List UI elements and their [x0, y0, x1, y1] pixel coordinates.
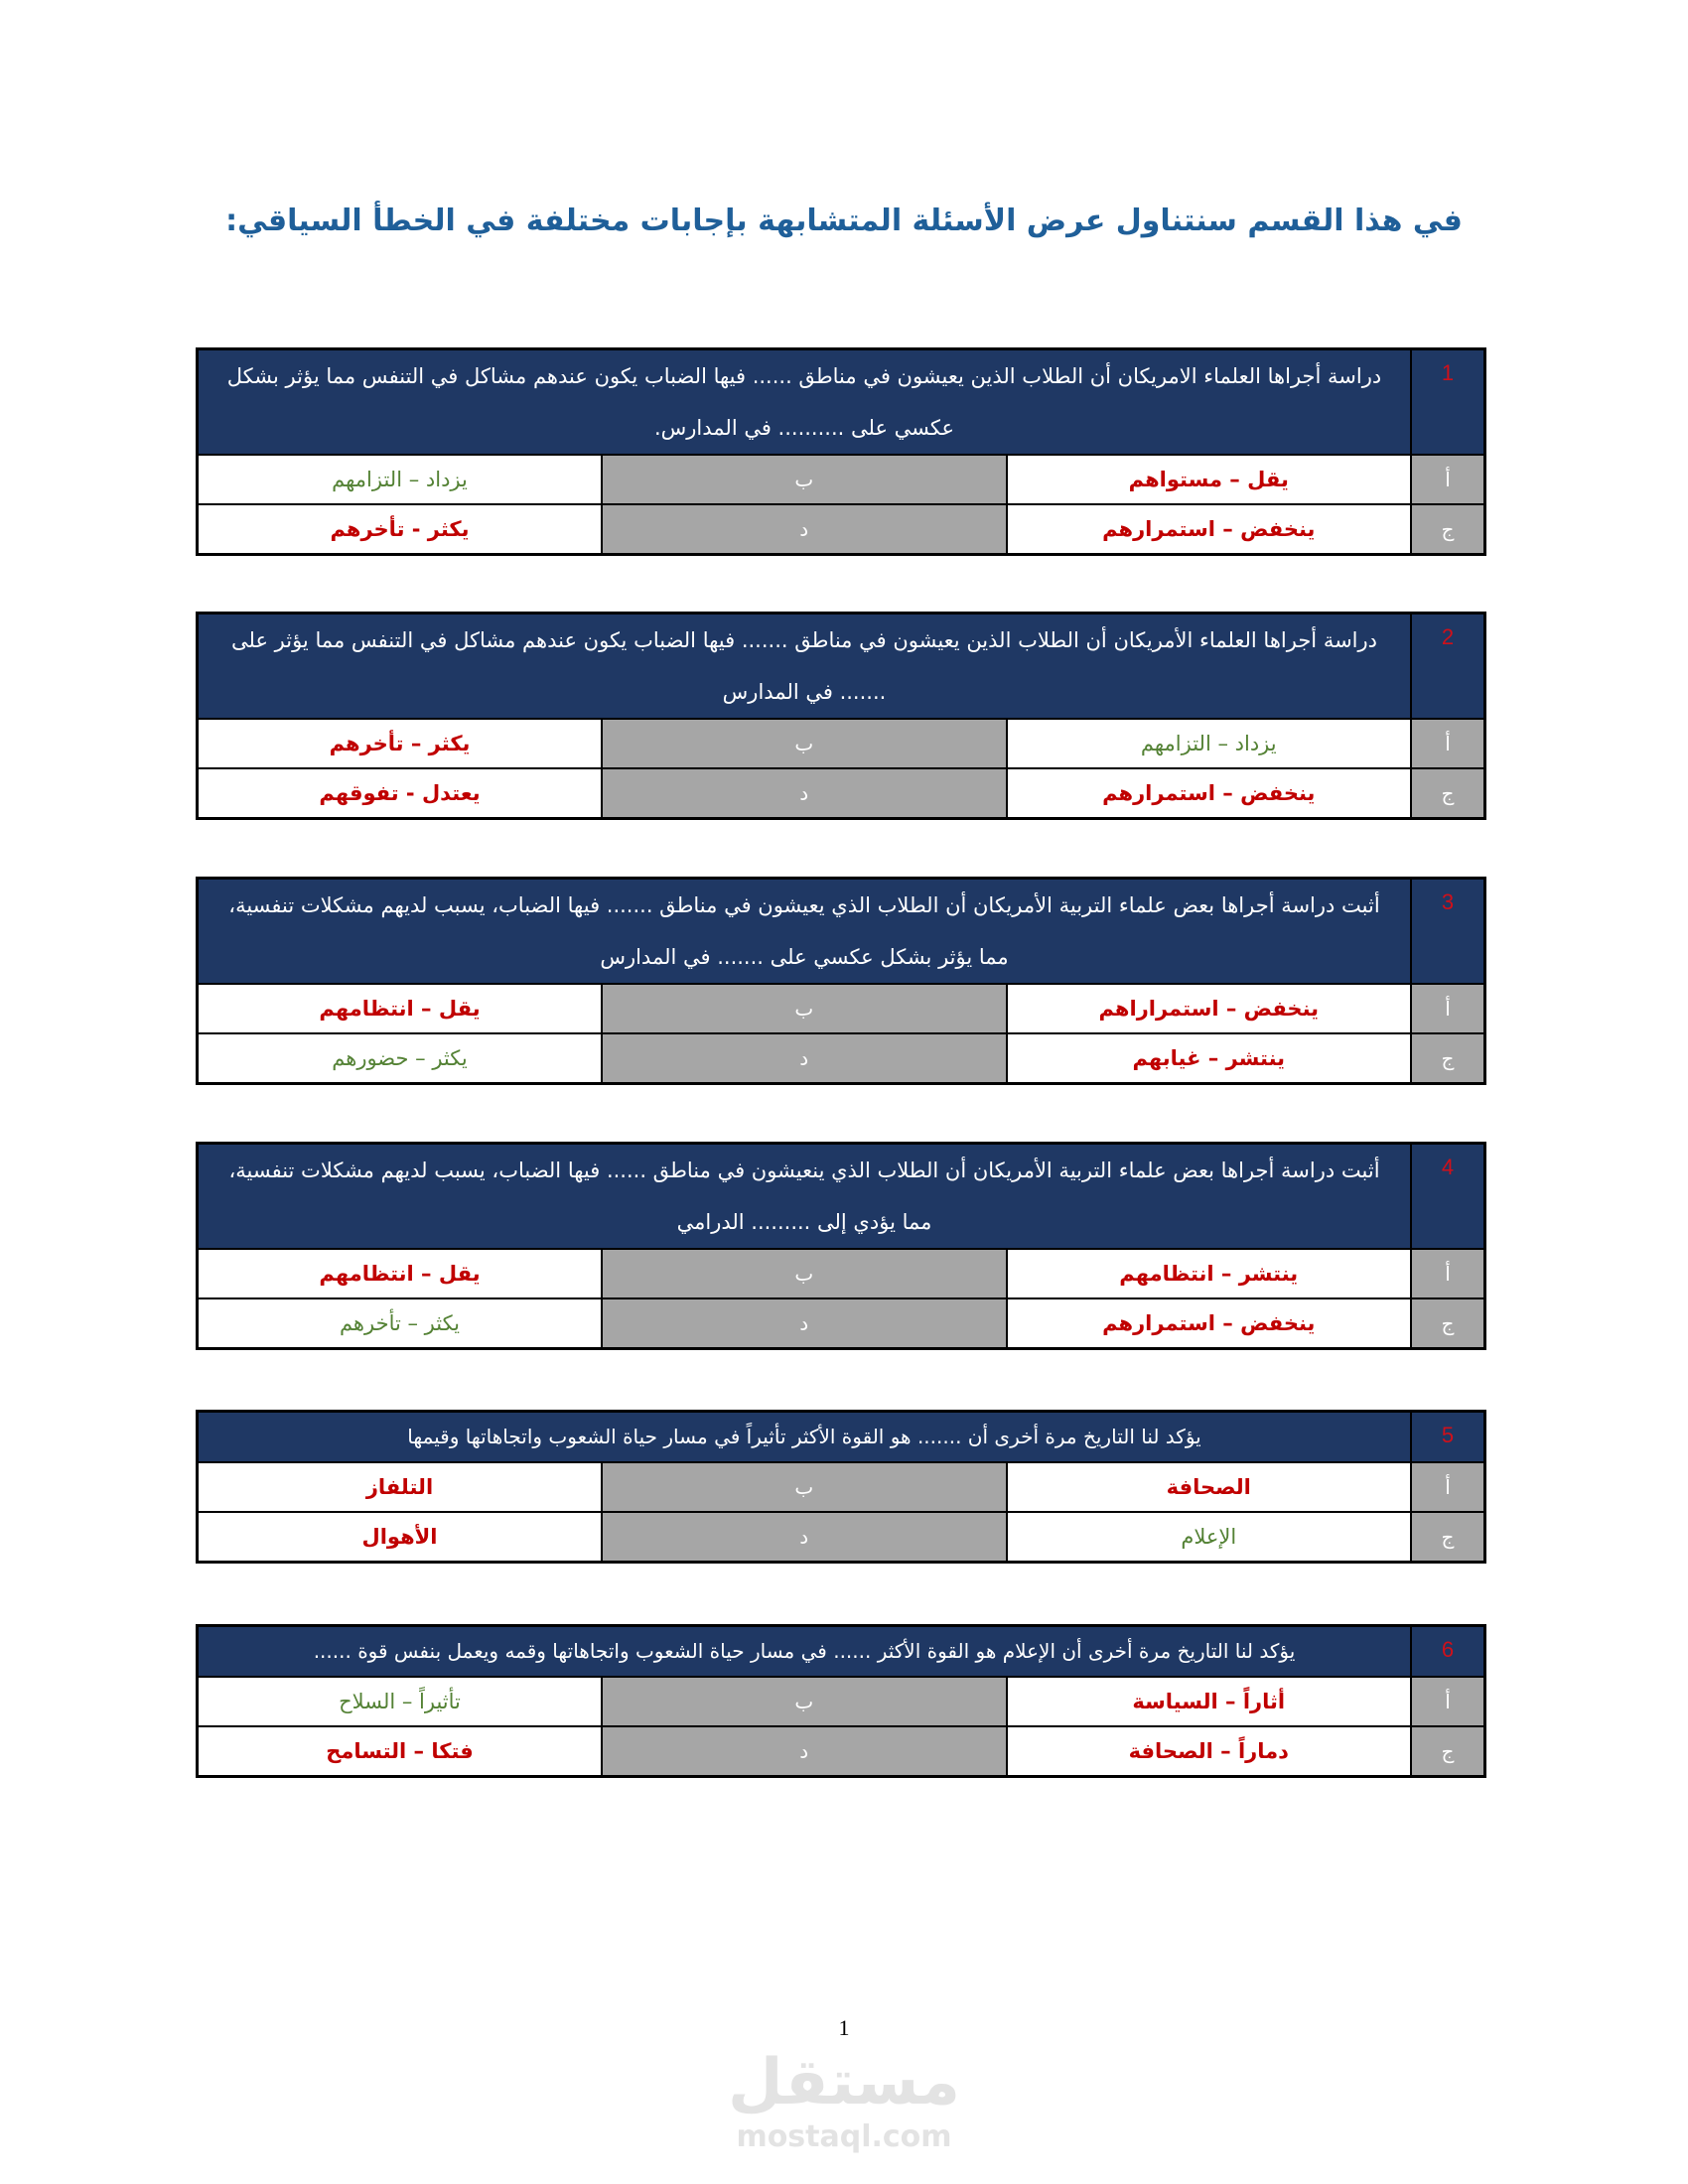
option-letter: ج — [1411, 1033, 1485, 1084]
question-number: 6 — [1411, 1626, 1485, 1677]
option-answer: ينتشر – انتظامهم — [1007, 1249, 1412, 1298]
option-letter: ب — [602, 1677, 1007, 1726]
option-letter: د — [602, 768, 1007, 819]
question-text: يؤكد لنا التاريخ مرة أخرى أن الإعلام هو القوة الأكثر ...... في مسار حياة الشعوب واتجاهاتها وقمه ويعمل بنفس قوة ...... — [198, 1626, 1412, 1677]
option-letter: أ — [1411, 1462, 1485, 1512]
option-answer: أثاراً – السياسة — [1007, 1677, 1412, 1726]
watermark-latin: mostaql.com — [736, 2119, 952, 2154]
option-answer-correct: يزداد – التزامهم — [1007, 719, 1412, 768]
option-letter: د — [602, 1298, 1007, 1349]
option-answer-correct: يكثر – تأخرهم — [198, 1298, 603, 1349]
page-number: 1 — [838, 2015, 850, 2040]
option-letter: ج — [1411, 1726, 1485, 1777]
question-text: دراسة أجراها العلماء الامريكان أن الطلاب الذين يعيشون في مناطق ...... فيها الضباب يكون عندهم مشاكل في التنفس مما يؤثر بشكل عكسي على .......... في المدارس. — [198, 349, 1412, 456]
question-table-1 — [196, 347, 1486, 556]
question-table-6 — [196, 1624, 1486, 1778]
option-answer: يقل – مستواهم — [1007, 455, 1412, 504]
question-text: أثبت دراسة أجراها بعض علماء التربية الأمريكان أن الطلاب الذي يعيشون في مناطق ....... فيها الضباب، يسبب لديهم مشكلات تنفسية، مما يؤثر بشكل عكسي على ....... في المدارس — [198, 879, 1412, 985]
option-answer: ينخفض – استمراراهم — [1007, 984, 1412, 1033]
option-answer: ينخفض – استمرارهم — [1007, 504, 1412, 555]
option-letter: ب — [602, 984, 1007, 1033]
question-table-5 — [196, 1410, 1486, 1564]
option-answer: ينخفض – استمرارهم — [1007, 768, 1412, 819]
option-letter: ج — [1411, 768, 1485, 819]
option-answer: يقل – انتظامهم — [198, 984, 603, 1033]
option-letter: ج — [1411, 1298, 1485, 1349]
watermark-arabic: مستقل — [727, 2046, 961, 2119]
option-letter: ب — [602, 1462, 1007, 1512]
option-letter: ج — [1411, 504, 1485, 555]
option-answer-correct: يزداد – التزامهم — [198, 455, 603, 504]
option-letter: د — [602, 504, 1007, 555]
option-answer: ينتشر – غيابهم — [1007, 1033, 1412, 1084]
question-number: 2 — [1411, 614, 1485, 720]
watermark-logo — [0, 2045, 1688, 2154]
option-answer: الأهوال — [198, 1512, 603, 1563]
option-letter: أ — [1411, 984, 1485, 1033]
option-letter: أ — [1411, 719, 1485, 768]
option-answer: دماراً – الصحافة — [1007, 1726, 1412, 1777]
question-text: دراسة أجراها العلماء الأمريكان أن الطلاب الذين يعيشون في مناطق ....... فيها الضباب يكون عندهم مشاكل في التنفس مما يؤثر على ....... في المدارس — [198, 614, 1412, 720]
question-text: أثبت دراسة أجراها بعض علماء التربية الأمريكان أن الطلاب الذي ينعيشون في مناطق ...... فيها الضباب، يسبب لديهم مشكلات تنفسية، مما يؤدي إلى ......... الدرامي — [198, 1144, 1412, 1250]
option-letter: د — [602, 1512, 1007, 1563]
option-answer: يكثر - تأخرهم — [198, 504, 603, 555]
option-letter: أ — [1411, 455, 1485, 504]
question-number: 5 — [1411, 1412, 1485, 1462]
option-letter: د — [602, 1033, 1007, 1084]
page-title: في هذا القسم سنتناول عرض الأسئلة المتشابهة بإجابات مختلفة في الخطأ السياقي: — [225, 204, 1463, 238]
option-answer-correct: تأثيراً – السلاح — [198, 1677, 603, 1726]
option-answer: ينخفض – استمرارهم — [1007, 1298, 1412, 1349]
option-letter: أ — [1411, 1677, 1485, 1726]
option-letter: ب — [602, 455, 1007, 504]
option-answer: الصحافة — [1007, 1462, 1412, 1512]
question-text: يؤكد لنا التاريخ مرة أخرى أن ....... هو القوة الأكثر تأثيراً في مسار حياة الشعوب واتجاهاتها وقيمها — [198, 1412, 1412, 1462]
question-table-2 — [196, 612, 1486, 820]
option-letter: ب — [602, 1249, 1007, 1298]
option-letter: د — [602, 1726, 1007, 1777]
question-number: 1 — [1411, 349, 1485, 456]
question-number: 3 — [1411, 879, 1485, 985]
option-letter: أ — [1411, 1249, 1485, 1298]
option-answer-correct: الإعلام — [1007, 1512, 1412, 1563]
option-answer: يكثر – تأخرهم — [198, 719, 603, 768]
question-table-4 — [196, 1142, 1486, 1350]
option-letter: ب — [602, 719, 1007, 768]
question-number: 4 — [1411, 1144, 1485, 1250]
option-answer-correct: يكثر – حضورهم — [198, 1033, 603, 1084]
question-table-3 — [196, 877, 1486, 1085]
option-answer: يقل – انتظامهم — [198, 1249, 603, 1298]
option-letter: ج — [1411, 1512, 1485, 1563]
option-answer: يعتدل - تفوقهم — [198, 768, 603, 819]
option-answer: التلفاز — [198, 1462, 603, 1512]
option-answer: فتكا – التسامح — [198, 1726, 603, 1777]
